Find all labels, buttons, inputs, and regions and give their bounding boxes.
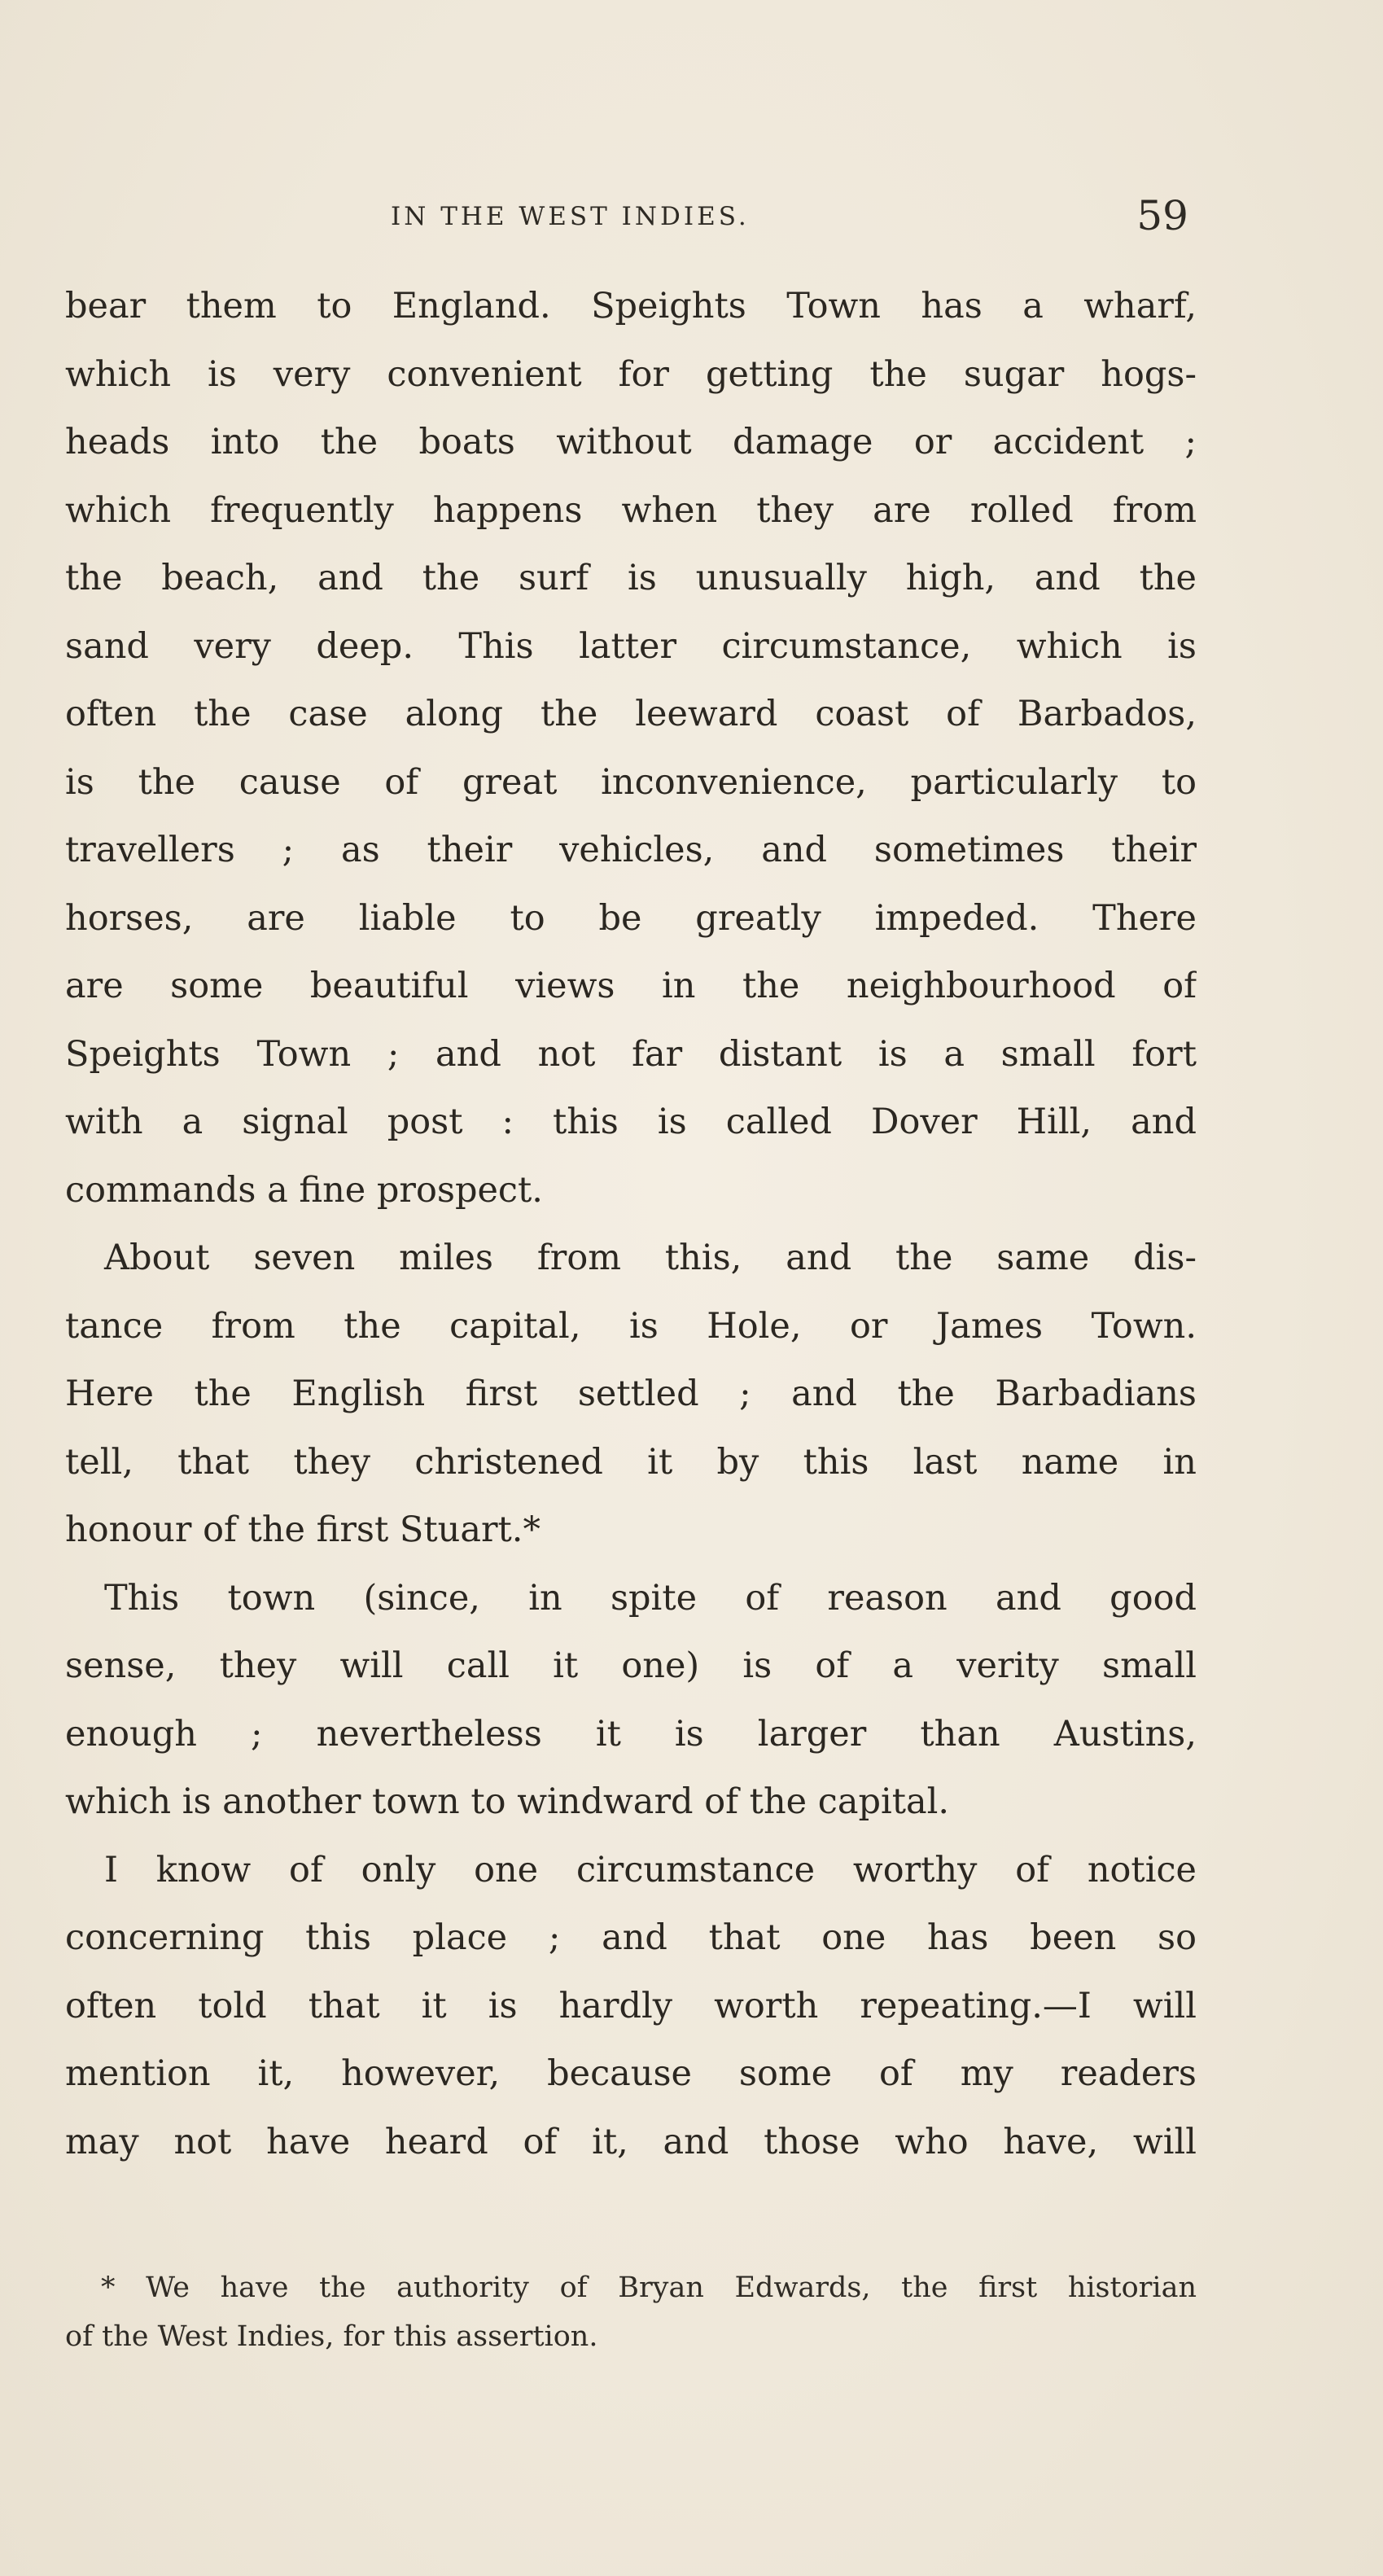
text-line: About seven miles from this, and the same dis- (104, 1238, 1197, 1278)
text-line: sense, they will call it one) is of a verity small (65, 1645, 1197, 1686)
text-line: bear them to England. Speights Town has a wharf, (65, 286, 1197, 326)
text-line: the beach, and the surf is unusually high, and the (65, 558, 1197, 598)
text-line: This town (since, in spite of reason and good (104, 1577, 1197, 1619)
text-line: horses, are liable to be greatly impeded. There (65, 897, 1197, 939)
text-line: is the cause of great inconvenience, particularly to (65, 761, 1197, 803)
text-line: honour of the first Stuart.* (65, 1509, 541, 1550)
running-head: IN THE WEST INDIES. (391, 202, 750, 231)
text-line: often told that it is hardly worth repeating.—I will (65, 1985, 1197, 2026)
text-line: heads into the boats without damage or accident ; (65, 422, 1197, 462)
text-line: often the case along the leeward coast of Barbados, (65, 694, 1197, 734)
footnote (65, 2263, 1197, 2361)
text-line: which is another town to windward of the capital. (65, 1781, 950, 1822)
text-line: sand very deep. This latter circumstance, which is (65, 625, 1197, 667)
footnote-line: of the West Indies, for this assertion. (65, 2320, 598, 2353)
text-line: are some beautiful views in the neighbourhood of (65, 966, 1197, 1006)
text-line: tell, that they christened it by this last name in (65, 1441, 1197, 1483)
text-line: I know of only one circumstance worthy of notice (104, 1849, 1197, 1890)
footnote-line: * We have the authority of Bryan Edwards, the first historian (101, 2272, 1197, 2304)
text-line: which is very convenient for getting the sugar hogs- (65, 353, 1197, 395)
page-header (65, 192, 1188, 252)
text-line: commands a fine prospect. (65, 1169, 543, 1211)
text-line: which frequently happens when they are rolled from (65, 489, 1197, 531)
text-line: with a signal post : this is called Dover Hill, and (65, 1102, 1197, 1142)
text-line: concerning this place ; and that one has been so (65, 1917, 1197, 1958)
page-number: 59 (1136, 192, 1188, 239)
text-line: Here the English first settled ; and the Barbadians (65, 1373, 1197, 1414)
text-line: enough ; nevertheless it is larger than Austins, (65, 1713, 1197, 1755)
text-line: travellers ; as their vehicles, and sometimes their (65, 830, 1197, 870)
text-line: tance from the capital, is Hole, or James Town. (65, 1305, 1197, 1347)
text-line: mention it, however, because some of my readers (65, 2053, 1197, 2094)
text-line: may not have heard of it, and those who have, will (65, 2121, 1197, 2162)
text-line: Speights Town ; and not far distant is a small fort (65, 1033, 1197, 1075)
body-text (65, 273, 1197, 2176)
